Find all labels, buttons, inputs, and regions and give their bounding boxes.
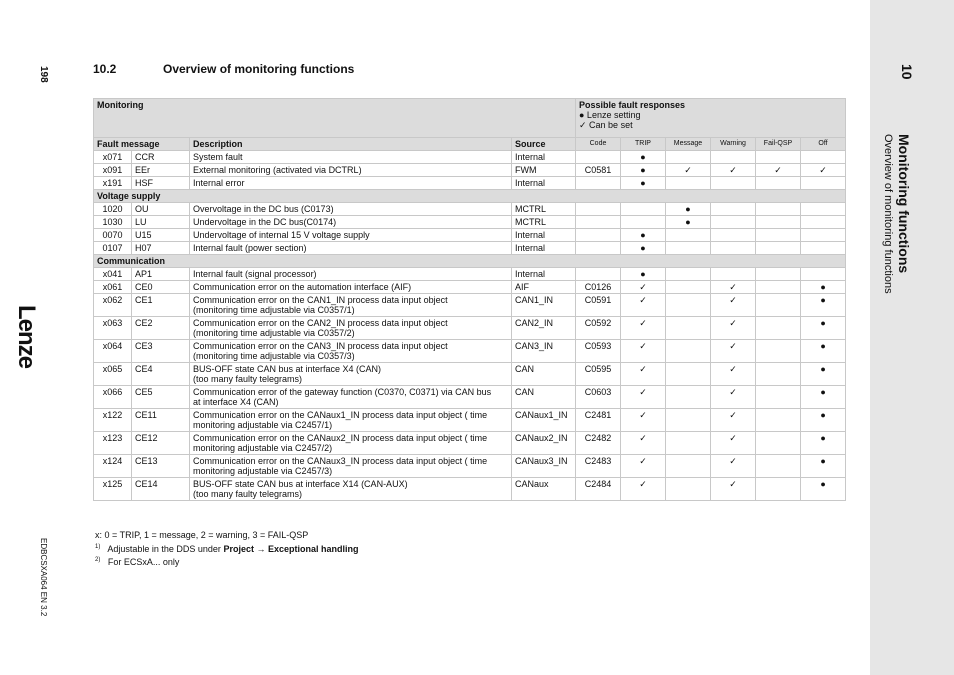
fault-number: 0107 [94,242,132,255]
description-line-2: monitoring adjustable via C2457/2) [193,443,333,453]
response-message [666,432,711,455]
fault-description [190,363,512,386]
response-message [666,281,711,294]
table-row [94,268,846,281]
response-warning: ✓ [711,478,756,501]
description-line: Overvoltage in the DC bus (C0173) [193,204,334,214]
fault-description [190,455,512,478]
fault-source: MCTRL [512,216,576,229]
fault-source: AIF [512,281,576,294]
fault-source: Internal [512,229,576,242]
response-off: ✓ [801,164,846,177]
table-row [94,409,846,432]
table-row [94,340,846,363]
response-message [666,478,711,501]
fault-message: CE13 [132,455,190,478]
footnote-1-text: Adjustable in the DDS under [107,543,224,554]
fault-source: MCTRL [512,203,576,216]
response-message [666,455,711,478]
fault-description [190,432,512,455]
response-off: ● [801,386,846,409]
response-message: ✓ [666,164,711,177]
description-line: Undervoltage of internal 15 V voltage supply [193,230,370,240]
response-failqsp [756,281,801,294]
fault-number: x123 [94,432,132,455]
description-line: Internal fault (power section) [193,243,307,253]
response-warning [711,229,756,242]
footnote-1-mark: 1) [95,543,101,550]
group-communication-label: Communication [94,255,846,268]
table-row [94,432,846,455]
response-message [666,177,711,190]
fault-source: Internal [512,177,576,190]
fault-message: H07 [132,242,190,255]
fault-code [576,177,621,190]
description-line: Communication error on the CANaux3_IN process data input object ( time [193,456,488,466]
fault-source: FWM [512,164,576,177]
fault-message: CE14 [132,478,190,501]
table-row [94,478,846,501]
response-off [801,268,846,281]
table-row [94,177,846,190]
description-line: BUS-OFF state CAN bus at interface X14 (CAN-AUX) [193,479,408,489]
footnote-x: x: 0 = TRIP, 1 = message, 2 = warning, 3 = FAIL-QSP [95,530,309,540]
fault-description [190,409,512,432]
fault-number: x061 [94,281,132,294]
response-off [801,203,846,216]
response-message [666,268,711,281]
fault-number: x125 [94,478,132,501]
response-trip: ● [621,177,666,190]
fault-number: 1030 [94,216,132,229]
response-off: ● [801,409,846,432]
description-line: Internal error [193,178,245,188]
fault-code: C0593 [576,340,621,363]
description-line-2: (monitoring time adjustable via C0357/2) [193,328,355,338]
fault-number: x071 [94,151,132,164]
footnote-1-bold: Project → Exceptional handling [223,543,359,554]
fault-number: x191 [94,177,132,190]
response-failqsp [756,455,801,478]
col-fail-qsp: Fail-QSP [756,138,801,151]
response-failqsp [756,294,801,317]
description-line-2: (too many faulty telegrams) [193,374,303,384]
fault-message: LU [132,216,190,229]
response-trip: ● [621,164,666,177]
section-title: Overview of monitoring functions [163,62,355,76]
description-line: Communication error on the CAN1_IN process data input object [193,295,448,305]
fault-message: CE11 [132,409,190,432]
fault-message: CE0 [132,281,190,294]
fault-message: EEr [132,164,190,177]
fault-code: C0591 [576,294,621,317]
table-row [94,317,846,340]
chapter-number: 10 [899,64,915,80]
fault-code: C0603 [576,386,621,409]
response-warning: ✓ [711,455,756,478]
response-off: ● [801,432,846,455]
response-trip: ● [621,151,666,164]
response-off [801,151,846,164]
fault-code: C0126 [576,281,621,294]
fault-description [190,203,512,216]
table-row [94,151,846,164]
response-off: ● [801,363,846,386]
response-message [666,294,711,317]
fault-number: x066 [94,386,132,409]
response-off: ● [801,281,846,294]
description-line-2: (too many faulty telegrams) [193,489,303,499]
legend-lenze-setting: ● Lenze setting [579,110,641,120]
description-line: Undervoltage in the DC bus(C0174) [193,217,337,227]
col-warning: Warning [711,138,756,151]
response-failqsp: ✓ [756,164,801,177]
description-line-2: (monitoring time adjustable via C0357/1) [193,305,355,315]
response-failqsp [756,386,801,409]
fault-code: C0595 [576,363,621,386]
response-message [666,386,711,409]
fault-number: 1020 [94,203,132,216]
table-row [94,242,846,255]
response-off: ● [801,340,846,363]
response-warning: ✓ [711,281,756,294]
fault-code [576,203,621,216]
response-trip [621,203,666,216]
fault-code: C2483 [576,455,621,478]
response-warning: ✓ [711,363,756,386]
response-warning: ✓ [711,386,756,409]
response-warning [711,242,756,255]
description-line: Communication error of the gateway function (C0370, C0371) via CAN bus [193,387,492,397]
response-failqsp [756,317,801,340]
monitoring-header: Monitoring [94,99,576,138]
col-message: Message [666,138,711,151]
fault-code: C2481 [576,409,621,432]
description-line: System fault [193,152,243,162]
fault-message: CCR [132,151,190,164]
footnote-2-mark: 2) [95,557,101,563]
response-message [666,409,711,432]
col-fault-message: Fault message [94,138,190,151]
response-trip: ✓ [621,409,666,432]
response-failqsp [756,268,801,281]
lenze-logo: Lenze [13,305,40,369]
fault-message: CE5 [132,386,190,409]
footnote-1 [95,542,358,556]
response-failqsp [756,203,801,216]
response-trip [621,216,666,229]
description-line: Communication error on the automation interface (AIF) [193,282,412,292]
fault-number: x091 [94,164,132,177]
fault-code: C2484 [576,478,621,501]
fault-description [190,242,512,255]
response-off: ● [801,455,846,478]
response-trip: ✓ [621,340,666,363]
response-failqsp [756,432,801,455]
fault-description [190,164,512,177]
response-message [666,229,711,242]
response-trip: ✓ [621,281,666,294]
table-row [94,203,846,216]
fault-code [576,229,621,242]
document-code: EDBCSXA064 EN 3.2 [39,538,48,617]
fault-description [190,281,512,294]
response-failqsp [756,177,801,190]
table-row [94,386,846,409]
table-row [94,229,846,242]
col-code: Code [576,138,621,151]
response-trip: ✓ [621,386,666,409]
fault-message: CE2 [132,317,190,340]
fault-description [190,340,512,363]
responses-header [576,99,846,138]
description-line-2: (monitoring time adjustable via C0357/3) [193,351,355,361]
response-off [801,229,846,242]
fault-description [190,317,512,340]
response-message [666,340,711,363]
fault-source: CANaux2_IN [512,432,576,455]
table-row [94,294,846,317]
response-failqsp [756,151,801,164]
col-source: Source [512,138,576,151]
description-line: Communication error on the CANaux1_IN process data input object ( time [193,410,488,420]
fault-source: CAN2_IN [512,317,576,340]
fault-number: x063 [94,317,132,340]
fault-code [576,216,621,229]
footnote-2 [95,555,358,569]
response-message: ● [666,203,711,216]
description-line: Communication error on the CAN2_IN process data input object [193,318,448,328]
response-trip: ✓ [621,363,666,386]
response-warning: ✓ [711,409,756,432]
response-failqsp [756,409,801,432]
fault-number: x124 [94,455,132,478]
description-line-2: monitoring adjustable via C2457/3) [193,466,333,476]
fault-source: Internal [512,151,576,164]
fault-source: CAN1_IN [512,294,576,317]
chapter-side-band [870,0,954,675]
table-row [94,455,846,478]
footnotes [95,530,358,569]
response-failqsp [756,340,801,363]
fault-description [190,216,512,229]
fault-description [190,229,512,242]
fault-number: x065 [94,363,132,386]
description-line-2: at interface X4 (CAN) [193,397,279,407]
fault-description [190,151,512,164]
fault-code [576,151,621,164]
responses-title: Possible fault responses [579,100,686,110]
fault-message: OU [132,203,190,216]
response-off [801,177,846,190]
fault-description [190,177,512,190]
response-warning: ✓ [711,432,756,455]
fault-message: U15 [132,229,190,242]
table-row [94,164,846,177]
description-line: Communication error on the CANaux2_IN process data input object ( time [193,433,488,443]
monitoring-table [93,98,846,501]
fault-source: CANaux1_IN [512,409,576,432]
response-trip: ✓ [621,294,666,317]
fault-message: CE12 [132,432,190,455]
col-trip: TRIP [621,138,666,151]
description-line: Internal fault (signal processor) [193,269,317,279]
response-warning [711,177,756,190]
legend-can-be-set: ✓ Can be set [579,120,633,130]
response-off: ● [801,317,846,340]
response-warning [711,151,756,164]
fault-code [576,242,621,255]
response-off: ● [801,478,846,501]
fault-message: AP1 [132,268,190,281]
response-warning [711,203,756,216]
fault-source: CAN3_IN [512,340,576,363]
table-row [94,216,846,229]
chapter-title: Monitoring functions [896,134,912,274]
fault-source: CANaux [512,478,576,501]
fault-message: CE4 [132,363,190,386]
response-message: ● [666,216,711,229]
response-failqsp [756,478,801,501]
chapter-subtitle: Overview of monitoring functions [882,134,894,294]
fault-source: CAN [512,386,576,409]
fault-message: CE3 [132,340,190,363]
table-row [94,281,846,294]
col-off: Off [801,138,846,151]
fault-number: x122 [94,409,132,432]
group-communication [94,255,846,268]
response-trip: ● [621,242,666,255]
response-trip: ● [621,229,666,242]
response-off [801,216,846,229]
fault-description [190,294,512,317]
fault-source: CANaux3_IN [512,455,576,478]
fault-source: Internal [512,242,576,255]
response-trip: ● [621,268,666,281]
fault-number: x062 [94,294,132,317]
fault-number: 0070 [94,229,132,242]
response-trip: ✓ [621,432,666,455]
fault-source: CAN [512,363,576,386]
response-failqsp [756,242,801,255]
response-message [666,151,711,164]
page-number: 198 [38,66,49,83]
description-line: External monitoring (activated via DCTRL) [193,165,362,175]
response-off: ● [801,294,846,317]
group-voltage-supply [94,190,846,203]
response-failqsp [756,229,801,242]
response-warning: ✓ [711,164,756,177]
fault-description [190,478,512,501]
fault-number: x064 [94,340,132,363]
column-header-row [94,138,846,151]
response-warning: ✓ [711,340,756,363]
response-warning: ✓ [711,294,756,317]
response-message [666,363,711,386]
fault-message: HSF [132,177,190,190]
fault-code: C0581 [576,164,621,177]
response-off [801,242,846,255]
fault-description [190,386,512,409]
response-failqsp [756,216,801,229]
table-header-row [94,99,846,138]
fault-description [190,268,512,281]
group-voltage-supply-label: Voltage supply [94,190,846,203]
description-line: Communication error on the CAN3_IN process data input object [193,341,448,351]
fault-source: Internal [512,268,576,281]
response-trip: ✓ [621,317,666,340]
response-message [666,317,711,340]
fault-code [576,268,621,281]
fault-number: x041 [94,268,132,281]
response-trip: ✓ [621,478,666,501]
description-line: BUS-OFF state CAN bus at interface X4 (CAN) [193,364,382,374]
response-failqsp [756,363,801,386]
fault-code: C0592 [576,317,621,340]
response-message [666,242,711,255]
response-warning: ✓ [711,317,756,340]
footnote-2-text: For ECSxA... only [107,557,180,567]
description-line-2: monitoring adjustable via C2457/1) [193,420,333,430]
section-number: 10.2 [93,62,117,76]
response-trip: ✓ [621,455,666,478]
table-row [94,363,846,386]
response-warning [711,268,756,281]
fault-code: C2482 [576,432,621,455]
col-description: Description [190,138,512,151]
fault-message: CE1 [132,294,190,317]
response-warning [711,216,756,229]
